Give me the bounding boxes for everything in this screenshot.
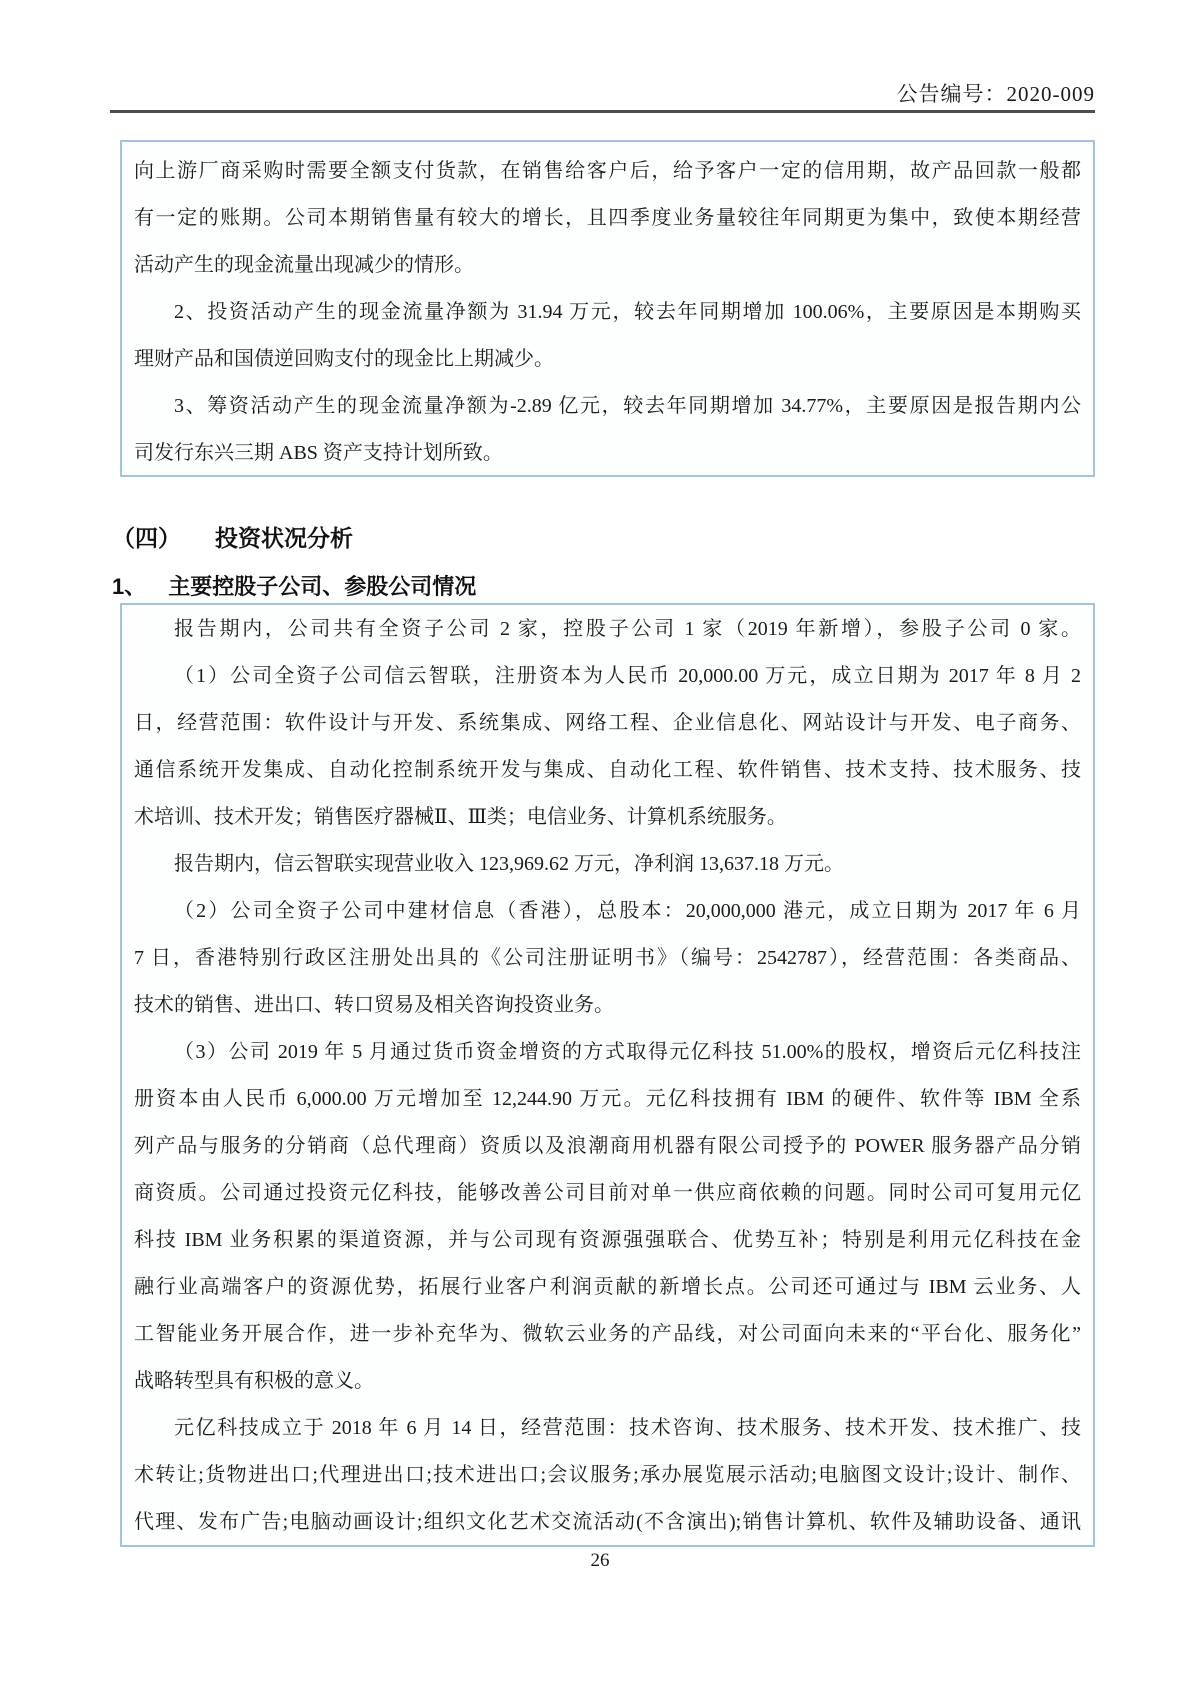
section-heading-investment-analysis (112, 520, 353, 553)
text-line: 日，经营范围：软件设计与开发、系统集成、网络工程、企业信息化、网站设计与开发、电子商务、 (134, 712, 1081, 734)
text-line: 术转让;货物进出口;代理进出口;技术进出口;会议服务;承办展览展示活动;电脑图文设计;设计、制作、 (134, 1464, 1081, 1486)
text-line: 战略转型具有积极的意义。 (134, 1370, 374, 1392)
text-line: 技术的销售、进出口、转口贸易及相关咨询投资业务。 (134, 994, 614, 1016)
section-title: 投资状况分析 (215, 525, 353, 551)
text-line: 3、筹资活动产生的现金流量净额为-2.89 亿元，较去年同期增加 34.77%，主要原因是报告期内公 (174, 395, 1081, 417)
text-line: 商资质。公司通过投资元亿科技，能够改善公司目前对单一供应商依赖的问题。同时公司可复用元亿 (134, 1182, 1081, 1204)
text-line: 通信系统开发集成、自动化控制系统开发与集成、自动化工程、软件销售、技术支持、技术服务、技 (134, 759, 1081, 781)
text-line: 报告期内，公司共有全资子公司 2 家，控股子公司 1 家（2019 年新增），参股子公司 0 家。 (174, 618, 1081, 640)
subsidiaries-detail-box (120, 603, 1095, 1547)
text-line: 代理、发布广告;电脑动画设计;组织文化艺术交流活动(不含演出);销售计算机、软件及辅助设备、通讯 (134, 1511, 1081, 1533)
text-line: 向上游厂商采购时需要全额支付货款，在销售给客户后，给予客户一定的信用期，故产品回款一般都 (134, 160, 1081, 182)
text-line: 7 日，香港特别行政区注册处出具的《公司注册证明书》（编号：2542787），经营范围：各类商品、 (134, 947, 1081, 969)
cash-flow-analysis-box (120, 140, 1095, 477)
text-line: （2）公司全资子公司中建材信息（香港），总股本：20,000,000 港元，成立日期为 2017 年 6 月 (174, 900, 1081, 922)
text-line: 活动产生的现金流量出现减少的情形。 (134, 254, 474, 276)
text-line: 有一定的账期。公司本期销售量有较大的增长，且四季度业务量较往年同期更为集中，致使本期经营 (134, 207, 1081, 229)
text-line: 报告期内，信云智联实现营业收入 123,969.62 万元，净利润 13,637.18 万元。 (174, 853, 844, 875)
text-line: 列产品与服务的分销商（总代理商）资质以及浪潮商用机器有限公司授予的 POWER 服务器产品分销 (134, 1135, 1081, 1157)
subsection-heading-subsidiaries (112, 570, 476, 601)
announcement-number: 公告编号：2020-009 (896, 82, 1095, 106)
text-line: 融行业高端客户的资源优势，拓展行业客户利润贡献的新增长点。公司还可通过与 IBM 云业务、人 (134, 1276, 1081, 1298)
text-line: 司发行东兴三期 ABS 资产支持计划所致。 (134, 442, 503, 464)
text-line: （3）公司 2019 年 5 月通过货币资金增资的方式取得元亿科技 51.00%的股权，增资后元亿科技注 (174, 1041, 1081, 1063)
text-line: 工智能业务开展合作，进一步补充华为、微软云业务的产品线，对公司面向未来的“平台化、服务化” (134, 1323, 1081, 1345)
text-line: 元亿科技成立于 2018 年 6 月 14 日，经营范围：技术咨询、技术服务、技术开发、技术推广、技 (174, 1417, 1081, 1439)
subsection-number: 1、 (112, 574, 147, 599)
page-number: 26 (590, 1550, 610, 1571)
text-line: 理财产品和国债逆回购支付的现金比上期减少。 (134, 348, 554, 370)
text-line: 术培训、技术开发；销售医疗器械Ⅱ、Ⅲ类；电信业务、计算机系统服务。 (134, 806, 787, 828)
text-line: （1）公司全资子公司信云智联，注册资本为人民币 20,000.00 万元，成立日期为 2017 年 8 月 2 (174, 665, 1081, 687)
section-number: （四） (112, 525, 181, 551)
text-line: 册资本由人民币 6,000.00 万元增加至 12,244.90 万元。元亿科技拥有 IBM 的硬件、软件等 IBM 全系 (134, 1088, 1081, 1110)
header-divider (110, 110, 1095, 113)
text-line: 科技 IBM 业务积累的渠道资源，并与公司现有资源强强联合、优势互补；特别是利用元亿科技在金 (134, 1229, 1081, 1251)
subsection-title: 主要控股子公司、参股公司情况 (168, 574, 477, 599)
text-line: 2、投资活动产生的现金流量净额为 31.94 万元，较去年同期增加 100.06%，主要原因是本期购买 (174, 301, 1081, 323)
